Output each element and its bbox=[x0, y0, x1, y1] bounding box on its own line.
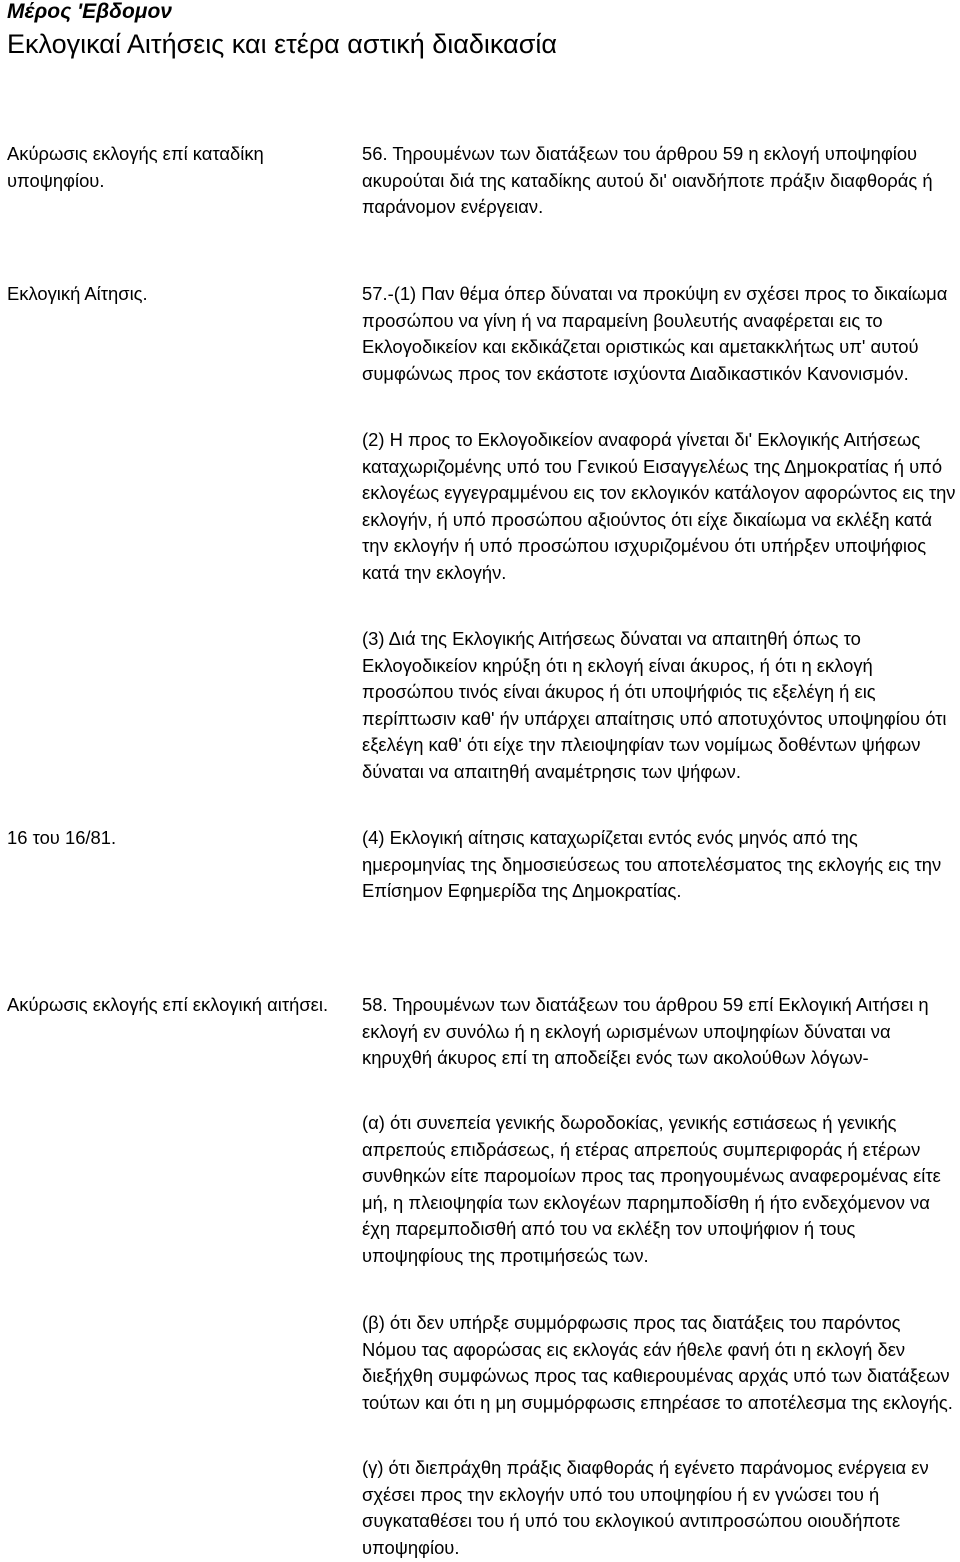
section-58-intro: 58. Τηρουμένων των διατάξεων του άρθρου 59 επί Εκλογική Αιτήσει η εκλογή εν συνόλω ή η εκλογή ωρισμένων υποψηφίων δύναται να κηρυχθή άκυρος επί τη αποδείξει ενός των ακολούθων λόγων- bbox=[362, 994, 929, 1068]
margin-note-58: Ακύρωσις εκλογής επί εκλογική αιτήσει. bbox=[7, 994, 329, 1015]
section-57-p1: 57.-(1) Παν θέμα όπερ δύναται να προκύψη εν σχέσει προς το δικαίωμα προσώπου να γίνη ή να παραμείνη βουλευτής αναφέρεται εις το Εκλογοδικείον και εκδικάζεται οριστικώς και αμετακκλήτως υπ' αυτού συμφώνως προς τον εκάστοτε ισχύοντα Διαδικαστικόν Κανονισμόν. bbox=[362, 283, 948, 384]
section-58-b: (β) ότι δεν υπήρξε συμμόρφωσις προς τας διατάξεις του παρόντος Νόμου τας αφορώσας εις εκλογάς εάν ήθελε φανή ότι η εκλογή δεν διεξήχθη συμφώνως προς τας καθιερουμένας αρχάς υπό των διατάξεων τούτων και ότι η μη συμμόρφωσις επηρέασε το αποτέλεσμα της εκλογής. bbox=[362, 1312, 953, 1413]
section-56-text: 56. Τηρουμένων των διατάξεων του άρθρου 59 η εκλογή υποψηφίου ακυρούται διά της καταδίκης αυτού δι' οιανδήποτε πράξιν διαφθοράς ή παράνομον ενέργειαν. bbox=[362, 143, 933, 217]
section-57-p4: (4) Εκλογική αίτησις καταχωρίζεται εντός ενός μηνός από της ημερομηνίας της δημοσιεύσεως του αποτελέσματος της εκλογής εις την Επίσημον Εφημερίδα της Δημοκρατίας. bbox=[362, 827, 942, 901]
section-58-c: (γ) ότι διεπράχθη πράξις διαφθοράς ή εγένετο παράνομος ενέργεια εν σχέσει προς την εκλογήν υπό του υποψηφίου ή εν γνώσει του ή συγκαταθέσει του ή υπό του εκλογικού αντιπροσώπου οιουδήποτε υποψηφίου. bbox=[362, 1457, 929, 1558]
chapter-title: Εκλογικαί Αιτήσεις και ετέρα αστική διαδικασία bbox=[7, 29, 557, 59]
part-title: Μέρος 'Εβδομον bbox=[7, 0, 172, 23]
section-57-p3: (3) Διά της Εκλογικής Αιτήσεως δύναται να απαιτηθή όπως το Εκλογοδικείον κηρύξη ότι η εκλογή είναι άκυρος, ή ότι η εκλογή προσώπου τινός είναι άκυρος ή ότι υποψήφιός τις εξελέγη ή εις περίπτωσιν καθ' ήν υπάρχει απαίτησις υπό αποτυχόντος υποψηφίου ότι εξελέγη καθ' ότι είχε την πλειοψηφίαν των νομίμως δοθέντων ψήφων δύναται να απαιτηθή αναμέτρησις των ψήφων. bbox=[362, 628, 947, 782]
margin-note-57: Εκλογική Αίτησις. bbox=[7, 283, 148, 304]
margin-note-56: Ακύρωσις εκλογής επί καταδίκη υποψηφίου. bbox=[7, 143, 264, 191]
section-58-a: (α) ότι συνεπεία γενικής δωροδοκίας, γενικής εστιάσεως ή γενικής απρεπούς επιδράσεως, ή ετέρας απρεπούς συμπεριφοράς ή ετέρων συνθηκών είτε παρομοίων προς τας προηγουμένως αναφερομένας είτε μή, η πλειοψηφία των εκλογέων παρημποδίσθη ή ήτο ενδεχόμενον να έχη παρεμποδισθή από του να εκλέξη τον υποψήφιον ή τους υποψηφίους της προτιμήσεώς των. bbox=[362, 1112, 941, 1266]
section-57-p2: (2) Η προς το Εκλογοδικείον αναφορά γίνεται δι' Εκλογικής Αιτήσεως καταχωριζομένης υπό του Γενικού Εισαγγελέως της Δημοκρατίας ή υπό εκλογέως εγγεγραμμένου εις τον εκλογικόν κατάλογον αφορώντος εις την εκλογήν, ή υπό προσώπου αξιούντος ότι είχε δικαίωμα να εκλέξη κατά την εκλογήν ή υπό προσώπου ισχυριζομένου ότι υπήρξεν υποψήφιος κατά την εκλογήν. bbox=[362, 429, 956, 583]
margin-note-57-amend: 16 του 16/81. bbox=[7, 827, 117, 848]
